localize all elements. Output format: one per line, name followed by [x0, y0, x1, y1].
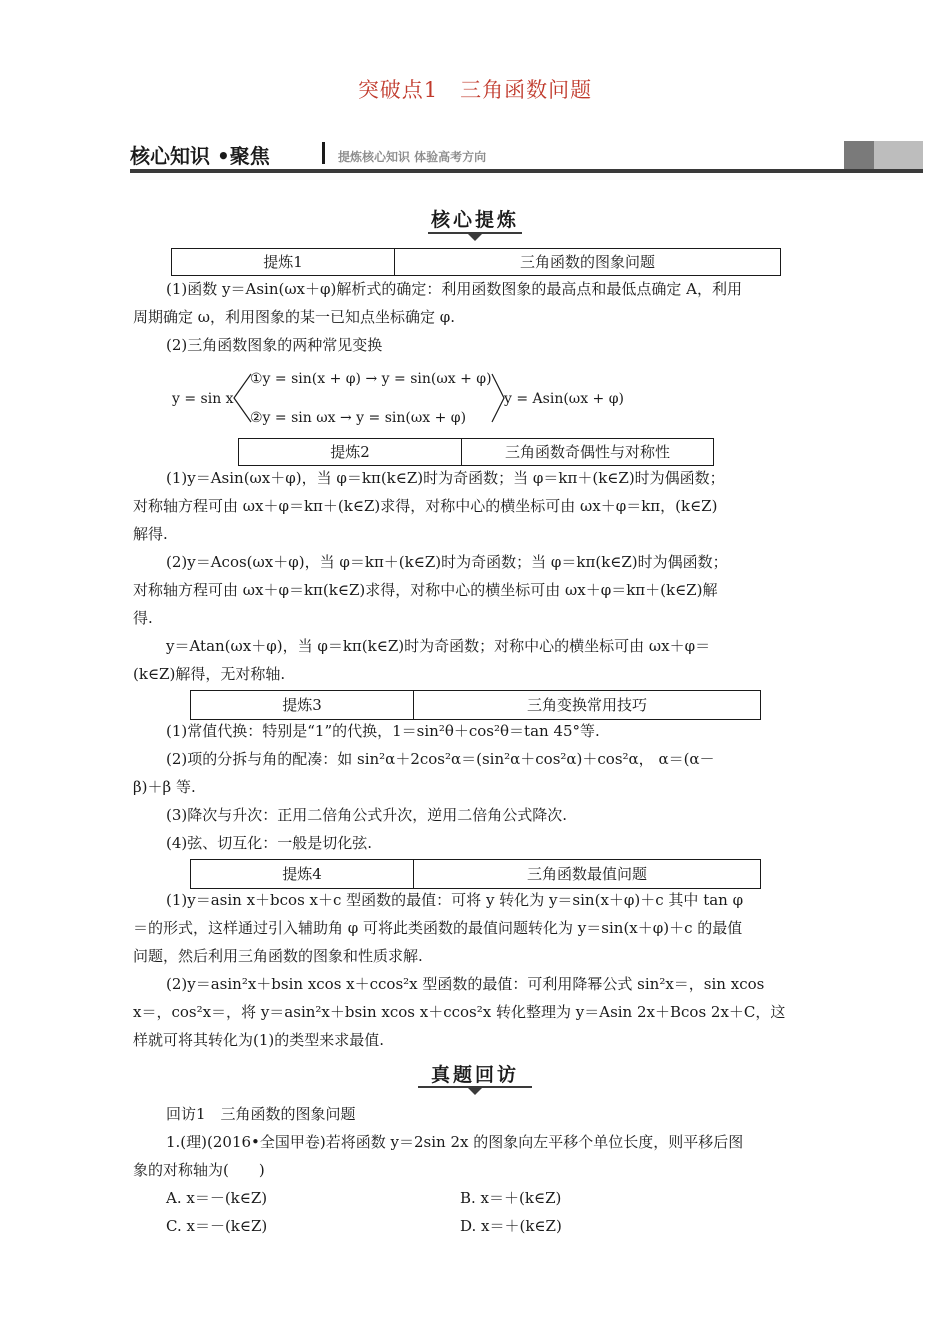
refine-label: 提炼1	[172, 249, 395, 275]
section-core-title: 核心提炼	[430, 209, 519, 231]
text-line: (1)y＝asin x＋bcos x＋c 型函数的最值：可将 y 转化为 y＝sin(x＋φ)＋c 其中 tan φ	[166, 891, 744, 909]
text-line: (2)y＝Acos(ωx＋φ)，当 φ＝kπ＋(k∈Z)时为奇函数；当 φ＝kπ(k∈Z)时为偶函数；	[166, 553, 728, 571]
diagram-path-1: ①y = sin(x + φ) → y = sin(ωx + φ)	[250, 371, 492, 387]
refine-table-3	[190, 690, 761, 720]
refine-label: 提炼4	[191, 860, 414, 888]
header-separator	[322, 142, 325, 164]
refine-title: 三角函数最值问题	[526, 865, 647, 883]
text-line: 问题，然后利用三角函数的图象和性质求解.	[133, 947, 423, 965]
text-line: (3)降次与升次：正用二倍角公式升次，逆用二倍角公式降次.	[166, 806, 568, 824]
text-line: 对称轴方程可由 ωx＋φ＝kπ(k∈Z)求得，对称中心的横坐标可由 ωx＋φ＝kπ＋(k∈Z)解	[133, 581, 718, 599]
text-line: 解得.	[133, 525, 168, 543]
text-line: y＝Atan(ωx＋φ)，当 φ＝kπ(k∈Z)时为奇函数；对称中心的横坐标可由 ωx＋φ＝	[166, 637, 711, 655]
text-line: x＝，cos²x＝，将 y＝asin²x＋bsin xcos x＋ccos²x 转化整理为 y＝Asin 2x＋Bcos 2x＋C，这	[133, 1003, 786, 1021]
refine-title: 三角函数的图象问题	[519, 253, 655, 271]
option-b[interactable]: B. x＝＋(k∈Z)	[460, 1189, 562, 1207]
question-text: 1.(理)(2016•全国甲卷)若将函数 y＝2sin 2x 的图象向左平移个单位长度，则平移后图	[166, 1133, 744, 1151]
text-line: 得.	[133, 609, 153, 627]
diagram-source: y = sin x	[172, 391, 234, 407]
refine-table-4	[190, 859, 761, 889]
header-main-label: 核心知识 •聚焦	[130, 144, 270, 168]
diagram-path-2: ②y = sin ωx → y = sin(ωx + φ)	[250, 410, 467, 426]
text-line: (2)y＝asin²x＋bsin xcos x＋ccos²x 型函数的最值：可利用降幂公式 sin²x＝，sin xcos	[166, 975, 765, 993]
text-line: ＝的形式，这样通过引入辅助角 φ 可将此类函数的最值问题转化为 y＝sin(x＋φ)＋c 的最值	[133, 919, 743, 937]
text-line: (1)常值代换：特别是“1”的代换，1＝sin²θ＋cos²θ＝tan 45°等.	[166, 722, 600, 740]
text-line: (k∈Z)解得，无对称轴.	[133, 665, 286, 683]
section-header	[130, 138, 923, 174]
refine-title: 三角变换常用技巧	[526, 696, 647, 714]
question-text: 象的对称轴为( )	[133, 1161, 265, 1179]
section-review-triangle	[468, 1088, 482, 1095]
option-d[interactable]: D. x＝＋(k∈Z)	[460, 1217, 562, 1235]
header-dark-block	[844, 141, 874, 169]
refine-label: 提炼3	[191, 691, 414, 719]
text-line: (2)项的分拆与角的配凑：如 sin²α＋2cos²α＝(sin²α＋cos²α)＋cos²α， α＝(α－	[166, 750, 715, 768]
refine-table-1	[171, 248, 781, 276]
text-line: (1)y＝Asin(ωx＋φ)，当 φ＝kπ(k∈Z)时为奇函数；当 φ＝kπ＋(k∈Z)时为偶函数；	[166, 469, 725, 487]
text-line: 周期确定 ω，利用图象的某一已知点坐标确定 φ.	[133, 308, 456, 326]
refine-label: 提炼2	[239, 439, 462, 465]
header-subtitle: 提炼核心知识 体验高考方向	[338, 150, 487, 164]
text-line: (1)函数 y＝Asin(ωx＋φ)解析式的确定：利用函数图象的最高点和最低点确定 A，利用	[166, 280, 742, 298]
section-core-triangle	[468, 234, 482, 241]
text-line: 对称轴方程可由 ωx＋φ＝kπ＋(k∈Z)求得，对称中心的横坐标可由 ωx＋φ＝kπ，(k∈Z)	[133, 497, 718, 515]
refine-title: 三角函数奇偶性与对称性	[504, 443, 670, 461]
page-title: 突破点1 三角函数问题	[357, 78, 593, 102]
header-light-block	[874, 141, 923, 169]
section-review-title: 真题回访	[430, 1064, 519, 1086]
text-line: (2)三角函数图象的两种常见变换	[166, 336, 383, 354]
left-bracket-icon	[232, 372, 252, 424]
text-line: (4)弦、切互化：一般是切化弦.	[166, 834, 373, 852]
text-line: β)＋β 等.	[133, 778, 196, 796]
header-rule	[130, 169, 923, 173]
diagram-result: y = Asin(ωx + φ)	[504, 391, 624, 407]
text-line: 样就可将其转化为(1)的类型来求最值.	[133, 1031, 385, 1049]
option-c[interactable]: C. x＝－(k∈Z)	[166, 1217, 268, 1235]
option-a[interactable]: A. x＝－(k∈Z)	[166, 1189, 268, 1207]
refine-table-2	[238, 438, 714, 466]
review-heading: 回访1 三角函数的图象问题	[166, 1105, 356, 1123]
